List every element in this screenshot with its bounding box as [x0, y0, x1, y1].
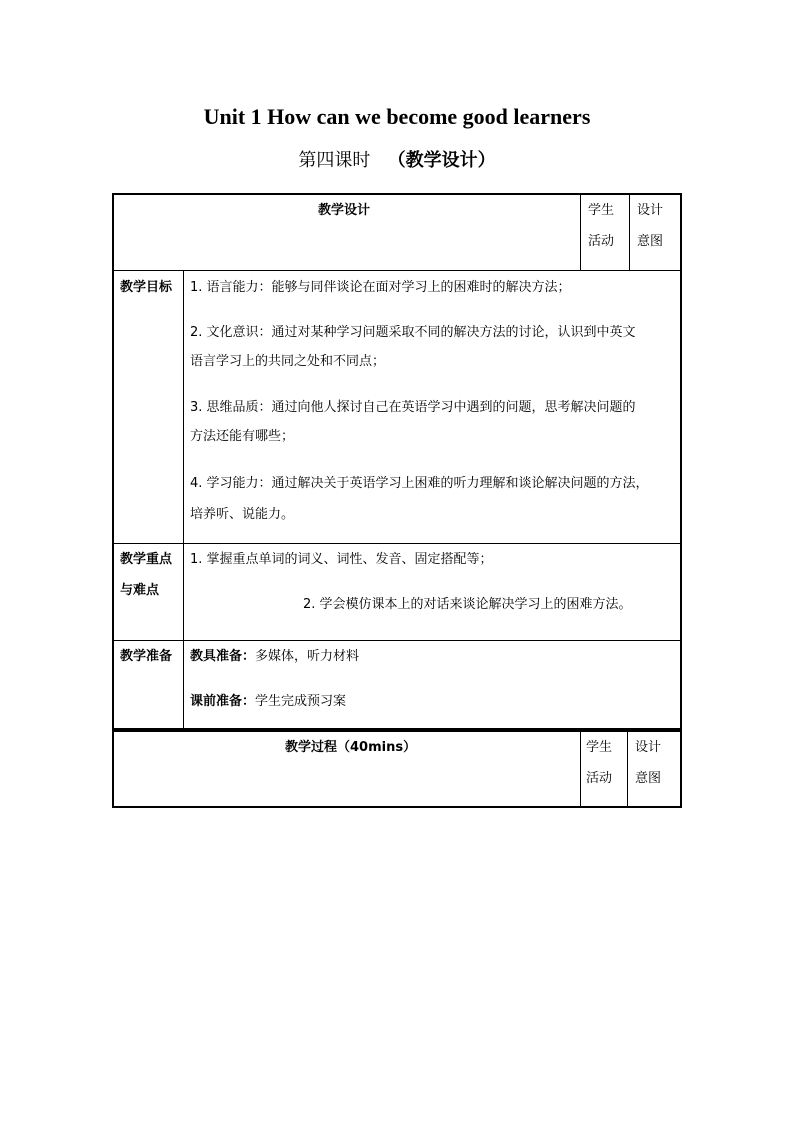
tools-preparation [190, 649, 359, 665]
design-header: 教学设计 [318, 203, 371, 218]
design-intent-header-line2: 意图 [635, 771, 662, 786]
student-activity-header-line1: 学生 [586, 740, 613, 755]
preparation-label: 教学准备 [120, 649, 173, 664]
lesson-number: 第四课时 [298, 150, 371, 171]
goal-line: 语言学习上的共同之处和不同点； [190, 354, 386, 369]
key-point-line: 2. 学会模仿课本上的对话来谈论解决学习上的困难方法。 [303, 597, 632, 612]
pre-class-label: 课前准备： [190, 694, 256, 709]
divider [580, 193, 581, 270]
process-header: 教学过程（40mins） [285, 740, 417, 755]
page-title: Unit 1 How can we become good learners [203, 104, 591, 129]
student-activity-header-line2: 活动 [588, 234, 615, 249]
pre-class-preparation [190, 694, 346, 710]
divider [112, 640, 682, 641]
design-intent-header-line2: 意图 [637, 234, 664, 249]
key-points-label-line2: 与难点 [120, 583, 160, 598]
key-points-label-line1: 教学重点 [120, 552, 173, 567]
goal-line: 培养听、说能力。 [190, 507, 295, 522]
lesson-type: （教学设计） [387, 150, 496, 171]
goal-line: 3. 思维品质：通过向他人探讨自己在英语学习中遇到的问题，思考解决问题的 [190, 400, 636, 415]
divider [629, 193, 630, 270]
divider [183, 270, 184, 730]
design-intent-header-line1: 设计 [635, 740, 662, 755]
tools-value: 多媒体，听力材料 [255, 649, 360, 664]
divider [627, 730, 628, 808]
goal-line: 4. 学习能力：通过解决关于英语学习上困难的听力理解和谈论解决问题的方法， [190, 476, 649, 491]
pre-class-value: 学生完成预习案 [255, 694, 347, 709]
goal-line: 1. 语言能力：能够与同伴谈论在面对学习上的困难时的解决方法； [190, 280, 571, 295]
student-activity-header-line1: 学生 [588, 203, 615, 218]
design-intent-header-line1: 设计 [637, 203, 664, 218]
tools-label: 教具准备： [190, 649, 256, 664]
student-activity-header-line2: 活动 [586, 771, 613, 786]
divider [112, 270, 682, 271]
divider [580, 730, 581, 808]
key-point-line: 1. 掌握重点单词的词义、词性、发音、固定搭配等； [190, 552, 493, 567]
goal-line: 方法还能有哪些； [190, 429, 295, 444]
goal-line: 2. 文化意识：通过对某种学习问题采取不同的解决方法的讨论，认识到中英文 [190, 325, 636, 340]
divider [112, 543, 682, 544]
goals-label: 教学目标 [120, 280, 173, 295]
page-subtitle [0, 146, 794, 172]
